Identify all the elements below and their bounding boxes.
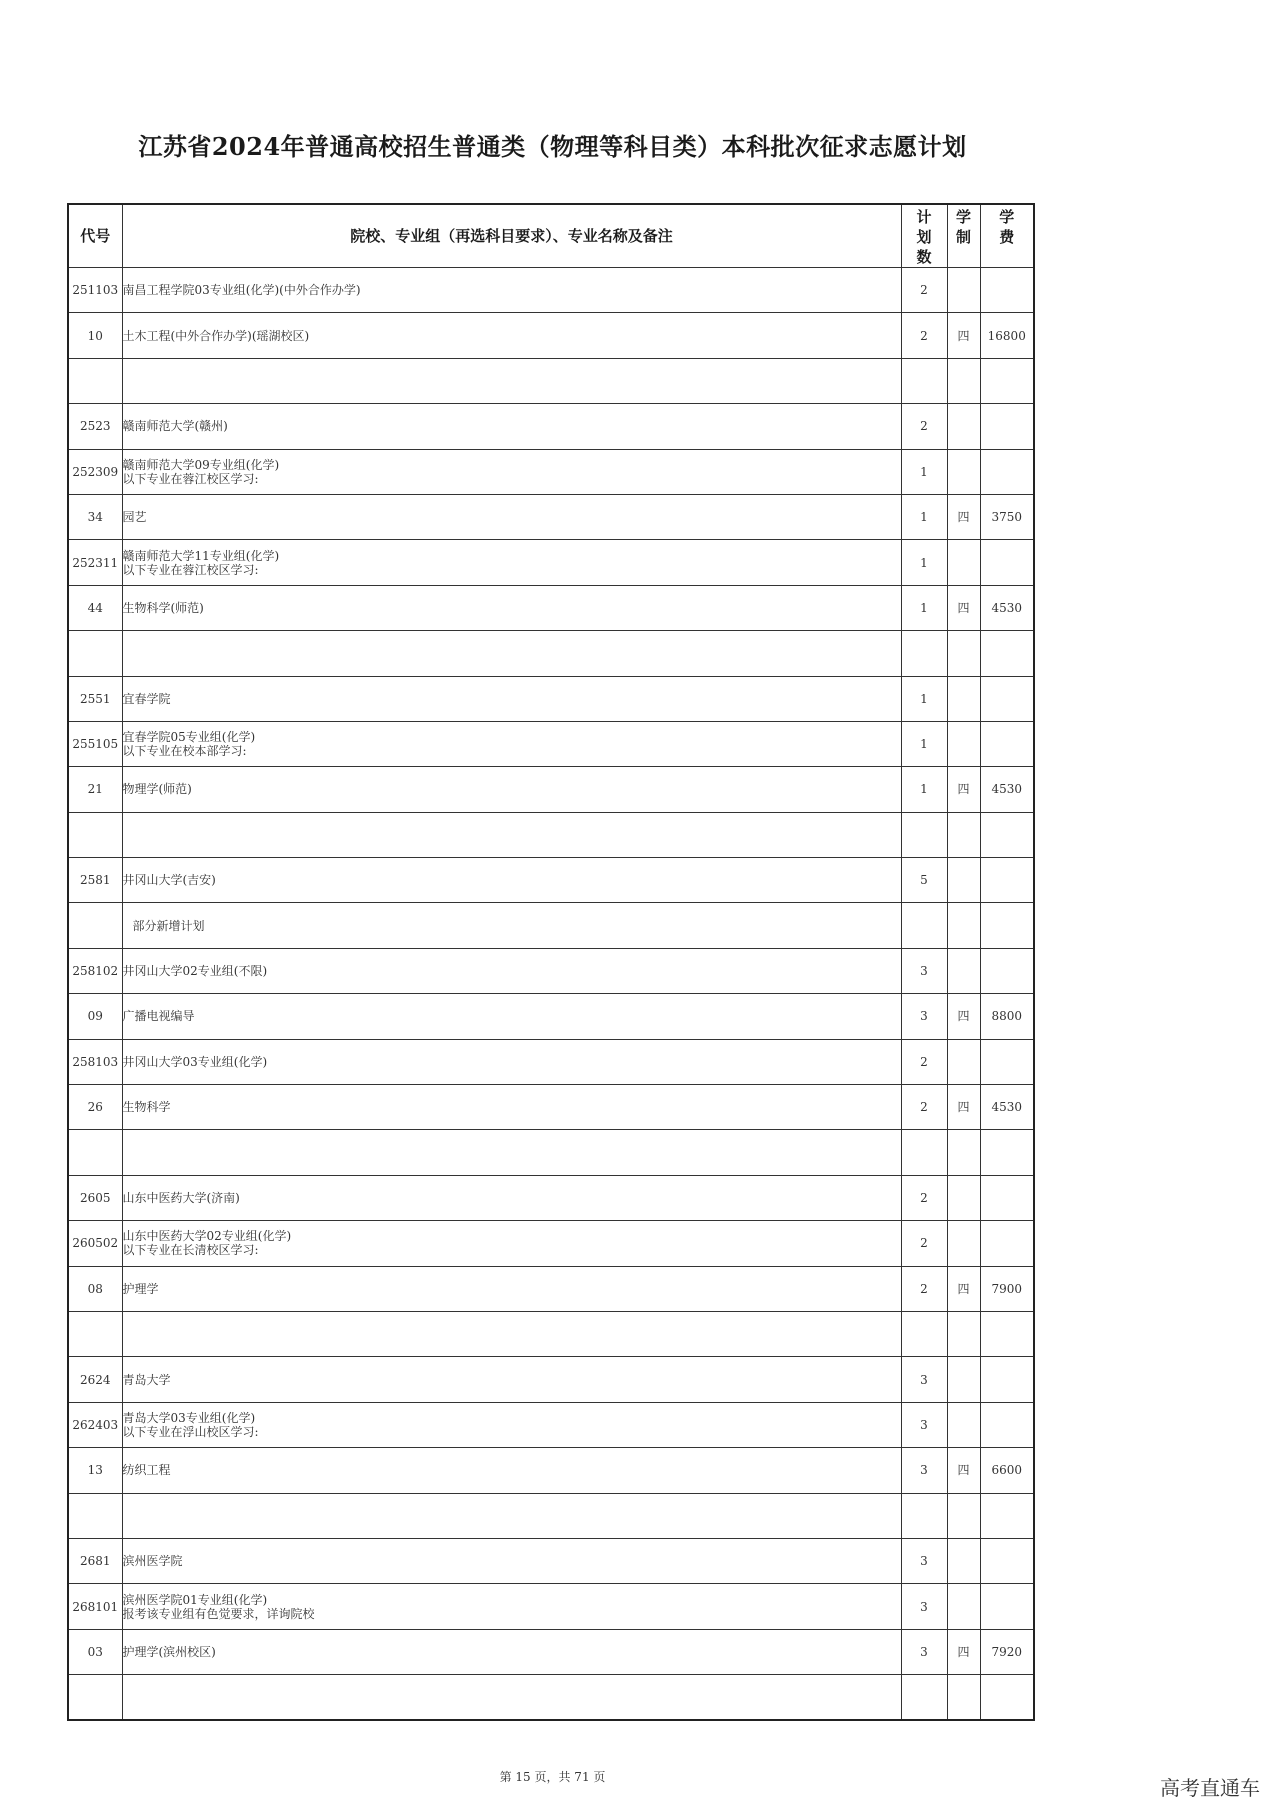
table-row [68, 540, 1034, 585]
row-fee [980, 903, 1034, 948]
row-plan: 3 [901, 1629, 947, 1674]
row-name [122, 1085, 901, 1130]
row-duration: 四 [947, 1629, 980, 1674]
row-plan: 1 [901, 494, 947, 539]
row-fee: 4530 [980, 585, 1034, 630]
row-name [122, 1039, 901, 1084]
table-row [68, 948, 1034, 993]
row-name-line2: 以下专业在浮山校区学习: [122, 1424, 259, 1439]
row-name-line1: 物理学(师范) [122, 782, 192, 797]
row-plan [901, 1311, 947, 1356]
row-fee [980, 1175, 1034, 1220]
row-duration [947, 1538, 980, 1583]
row-code [68, 1675, 122, 1720]
row-duration [947, 631, 980, 676]
row-fee [980, 449, 1034, 494]
table-row [68, 994, 1034, 1039]
row-duration [947, 1675, 980, 1720]
row-name-line1: 纺织工程 [122, 1463, 171, 1478]
row-duration [947, 858, 980, 903]
row-plan [901, 903, 947, 948]
row-duration [947, 1130, 980, 1175]
row-fee [980, 948, 1034, 993]
table-row [68, 1311, 1034, 1356]
row-duration [947, 1402, 980, 1447]
row-name-line1: 井冈山大学(吉安) [122, 873, 216, 888]
row-plan: 2 [901, 1175, 947, 1220]
row-name [122, 994, 901, 1039]
row-name-line1: 青岛大学 [122, 1372, 171, 1387]
row-plan: 3 [901, 948, 947, 993]
row-name-line1: 井冈山大学02专业组(不限) [122, 964, 268, 979]
row-code: 34 [68, 494, 122, 539]
row-code: 2624 [68, 1357, 122, 1402]
row-duration [947, 1584, 980, 1629]
row-name [122, 1266, 901, 1311]
row-fee: 16800 [980, 313, 1034, 358]
row-fee: 8800 [980, 994, 1034, 1039]
row-fee: 4530 [980, 767, 1034, 812]
header-name: 院校、专业组（再选科目要求）、专业名称及备注 [122, 204, 901, 268]
row-duration [947, 404, 980, 449]
row-name [122, 948, 901, 993]
row-name-line1: 南昌工程学院03专业组(化学)(中外合作办学) [122, 283, 361, 298]
table-row [68, 449, 1034, 494]
row-name-line1: 园艺 [122, 510, 147, 525]
row-plan: 3 [901, 1448, 947, 1493]
row-code: 26 [68, 1085, 122, 1130]
table-row [68, 1493, 1034, 1538]
row-code: 255105 [68, 721, 122, 766]
row-name [122, 812, 901, 857]
row-duration [947, 676, 980, 721]
row-duration [947, 1175, 980, 1220]
row-fee [980, 1221, 1034, 1266]
row-name [122, 1175, 901, 1220]
row-code: 2605 [68, 1175, 122, 1220]
row-plan: 2 [901, 1039, 947, 1084]
row-fee: 7900 [980, 1266, 1034, 1311]
row-plan: 2 [901, 1085, 947, 1130]
table-row [68, 1538, 1034, 1583]
row-fee [980, 812, 1034, 857]
table-row [68, 676, 1034, 721]
row-code: 10 [68, 313, 122, 358]
row-name-line2: 以下专业在蓉江校区学习: [122, 562, 259, 577]
page-title: 江苏省2024年普通高校招生普通类（物理等科目类）本科批次征求志愿计划 [138, 132, 967, 161]
row-duration [947, 1039, 980, 1084]
table-row [68, 1130, 1034, 1175]
row-code: 252311 [68, 540, 122, 585]
row-code: 252309 [68, 449, 122, 494]
row-name [122, 1584, 901, 1629]
row-plan [901, 631, 947, 676]
row-duration: 四 [947, 767, 980, 812]
row-name-line2: 以下专业在蓉江校区学习: [122, 471, 259, 486]
row-name-line1: 部分新增计划 [132, 918, 205, 933]
row-fee [980, 1538, 1034, 1583]
row-name [122, 585, 901, 630]
row-name [122, 494, 901, 539]
row-code [68, 1311, 122, 1356]
table-row [68, 404, 1034, 449]
row-name [122, 358, 901, 403]
row-code [68, 631, 122, 676]
table-header-row [68, 204, 1034, 268]
row-code: 268101 [68, 1584, 122, 1629]
row-code: 251103 [68, 268, 122, 313]
row-name [122, 1311, 901, 1356]
row-fee [980, 721, 1034, 766]
row-name-line1: 赣南师范大学11专业组(化学) [122, 548, 280, 563]
row-plan [901, 358, 947, 403]
row-name-line1: 青岛大学03专业组(化学) [122, 1410, 256, 1425]
row-fee [980, 358, 1034, 403]
row-plan: 2 [901, 404, 947, 449]
page-footer: 第 15 页，共 71 页 [499, 1770, 606, 1784]
row-fee: 7920 [980, 1629, 1034, 1674]
row-fee: 3750 [980, 494, 1034, 539]
table-row [68, 858, 1034, 903]
table-row [68, 1675, 1034, 1720]
row-name [122, 1538, 901, 1583]
row-name [122, 1221, 901, 1266]
row-duration [947, 268, 980, 313]
row-code: 21 [68, 767, 122, 812]
row-name [122, 404, 901, 449]
row-name [122, 858, 901, 903]
row-fee [980, 858, 1034, 903]
table-row [68, 812, 1034, 857]
row-name [122, 313, 901, 358]
row-name [122, 1675, 901, 1720]
row-fee [980, 1493, 1034, 1538]
row-name-line1: 广播电视编导 [122, 1009, 195, 1024]
header-plan: 计划数 [901, 204, 947, 268]
row-name-line2: 以下专业在长清校区学习: [122, 1243, 259, 1258]
table-row [68, 1266, 1034, 1311]
table-row [68, 631, 1034, 676]
row-name [122, 1629, 901, 1674]
row-duration: 四 [947, 1448, 980, 1493]
table-row [68, 1448, 1034, 1493]
table-row [68, 313, 1034, 358]
row-duration [947, 812, 980, 857]
row-fee: 6600 [980, 1448, 1034, 1493]
row-duration [947, 948, 980, 993]
row-name [122, 1493, 901, 1538]
row-code: 2681 [68, 1538, 122, 1583]
row-duration: 四 [947, 1085, 980, 1130]
row-name-line1: 赣南师范大学09专业组(化学) [122, 457, 280, 472]
table-row [68, 721, 1034, 766]
table-row [68, 1221, 1034, 1266]
header-fee: 学费 [980, 204, 1034, 268]
row-plan [901, 1675, 947, 1720]
row-code: 258103 [68, 1039, 122, 1084]
row-name-line2: 报考该专业组有色觉要求，详询院校 [122, 1606, 315, 1621]
row-fee [980, 1311, 1034, 1356]
row-name-line1: 宜春学院 [122, 691, 171, 706]
table-row [68, 494, 1034, 539]
row-name-line1: 生物科学 [122, 1100, 171, 1115]
row-name [122, 1130, 901, 1175]
row-code: 258102 [68, 948, 122, 993]
row-duration: 四 [947, 494, 980, 539]
row-plan: 3 [901, 1538, 947, 1583]
row-fee [980, 1039, 1034, 1084]
row-name [122, 1357, 901, 1402]
row-name-line1: 井冈山大学03专业组(化学) [122, 1054, 268, 1069]
row-name [122, 268, 901, 313]
row-duration: 四 [947, 1266, 980, 1311]
enrollment-plan-table [67, 203, 1035, 1721]
row-fee [980, 404, 1034, 449]
row-name-line2: 以下专业在校本部学习: [122, 744, 247, 759]
table-row [68, 585, 1034, 630]
row-plan: 3 [901, 1402, 947, 1447]
row-plan: 2 [901, 1266, 947, 1311]
row-duration [947, 540, 980, 585]
row-plan: 1 [901, 540, 947, 585]
row-code: 44 [68, 585, 122, 630]
row-fee [980, 540, 1034, 585]
row-plan: 3 [901, 1357, 947, 1402]
table-row [68, 1402, 1034, 1447]
row-code [68, 358, 122, 403]
row-plan: 2 [901, 268, 947, 313]
row-name [122, 631, 901, 676]
row-code: 03 [68, 1629, 122, 1674]
row-name-line1: 护理学 [122, 1281, 159, 1296]
row-code [68, 812, 122, 857]
row-duration [947, 449, 980, 494]
row-fee [980, 1357, 1034, 1402]
row-name [122, 1448, 901, 1493]
row-code: 13 [68, 1448, 122, 1493]
header-duration: 学制 [947, 204, 980, 268]
row-duration: 四 [947, 585, 980, 630]
row-name-line1: 赣南师范大学(赣州) [122, 419, 228, 434]
row-duration [947, 903, 980, 948]
row-code: 260502 [68, 1221, 122, 1266]
row-name-line1: 护理学(滨州校区) [122, 1644, 216, 1659]
row-name [122, 449, 901, 494]
row-fee [980, 1584, 1034, 1629]
table-row [68, 903, 1034, 948]
table-row [68, 268, 1034, 313]
row-name-line1: 滨州医学院 [122, 1554, 183, 1569]
row-name-line1: 土木工程(中外合作办学)(瑶湖校区) [122, 328, 310, 343]
row-code [68, 1493, 122, 1538]
row-fee [980, 1130, 1034, 1175]
row-name [122, 1402, 901, 1447]
row-plan: 3 [901, 1584, 947, 1629]
table-row [68, 1584, 1034, 1629]
row-name-line1: 山东中医药大学(济南) [122, 1191, 240, 1205]
watermark: 高考直通车 [1160, 1776, 1260, 1800]
table-row [68, 767, 1034, 812]
row-name-line1: 滨州医学院01专业组(化学) [122, 1592, 268, 1607]
table-row [68, 1629, 1034, 1674]
row-duration [947, 1493, 980, 1538]
row-plan: 5 [901, 858, 947, 903]
table-row [68, 1175, 1034, 1220]
table-row [68, 1085, 1034, 1130]
row-name-line1: 生物科学(师范) [122, 600, 204, 615]
table-row [68, 1039, 1034, 1084]
row-name-line1: 宜春学院05专业组(化学) [122, 730, 256, 745]
row-fee [980, 1675, 1034, 1720]
row-plan: 1 [901, 585, 947, 630]
row-duration: 四 [947, 313, 980, 358]
row-plan: 3 [901, 994, 947, 1039]
row-duration [947, 1357, 980, 1402]
row-name [122, 721, 901, 766]
row-plan: 1 [901, 676, 947, 721]
header-code: 代号 [68, 204, 122, 268]
row-code: 08 [68, 1266, 122, 1311]
row-code [68, 903, 122, 948]
row-plan [901, 812, 947, 857]
row-plan [901, 1493, 947, 1538]
row-code: 2551 [68, 676, 122, 721]
row-fee [980, 1402, 1034, 1447]
row-fee [980, 676, 1034, 721]
row-plan [901, 1130, 947, 1175]
table-row [68, 358, 1034, 403]
table-row [68, 1357, 1034, 1402]
row-name [122, 540, 901, 585]
row-code [68, 1130, 122, 1175]
row-duration [947, 358, 980, 403]
row-code: 09 [68, 994, 122, 1039]
row-plan: 1 [901, 767, 947, 812]
row-duration [947, 1311, 980, 1356]
row-plan: 2 [901, 1221, 947, 1266]
row-duration [947, 1221, 980, 1266]
row-plan: 1 [901, 449, 947, 494]
row-fee [980, 631, 1034, 676]
row-duration: 四 [947, 994, 980, 1039]
row-plan: 1 [901, 721, 947, 766]
row-fee: 4530 [980, 1085, 1034, 1130]
row-name [122, 767, 901, 812]
row-name-line1: 山东中医药大学02专业组(化学) [122, 1229, 292, 1244]
row-code: 262403 [68, 1402, 122, 1447]
row-code: 2523 [68, 404, 122, 449]
row-plan: 2 [901, 313, 947, 358]
row-name [122, 676, 901, 721]
row-name [122, 903, 901, 948]
row-duration [947, 721, 980, 766]
row-fee [980, 268, 1034, 313]
row-code: 2581 [68, 858, 122, 903]
